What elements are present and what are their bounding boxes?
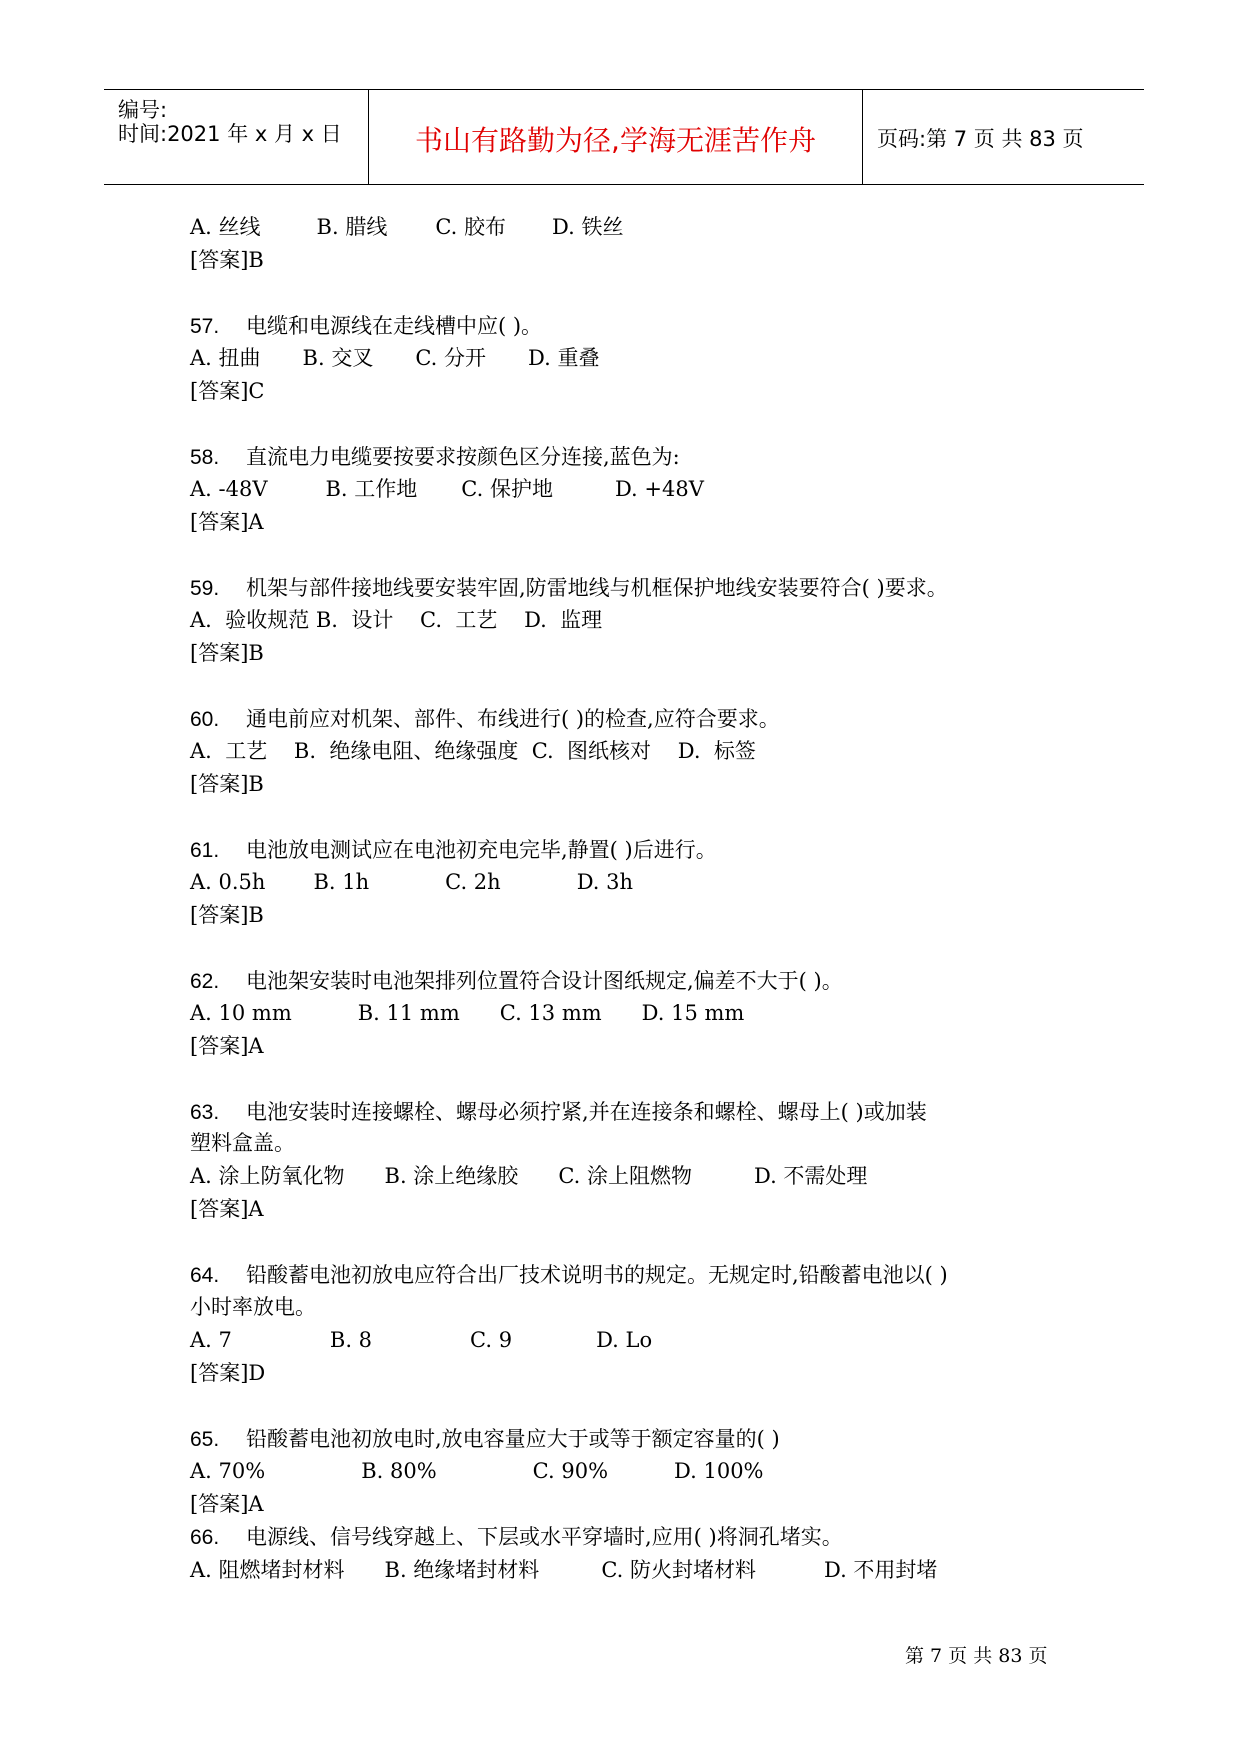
- option: B. 工作地: [325, 477, 418, 501]
- question-62: [190, 968, 843, 995]
- option: B. 交叉: [302, 346, 374, 370]
- question-text: 铅酸蓄电池初放电时,放电容量应大于或等于额定容量的( ): [246, 1427, 780, 1451]
- option: B. 8: [329, 1328, 373, 1352]
- page-header: [104, 89, 1144, 185]
- question-text: 电源线、信号线穿越上、下层或水平穿墙时,应用( )将洞孔堵实。: [246, 1525, 843, 1549]
- question-text-continued: 塑料盒盖。: [190, 1131, 295, 1155]
- question-59: [190, 575, 948, 602]
- doc-number-label: 编号:: [118, 98, 168, 122]
- option: C. 胶布: [435, 215, 506, 239]
- option: A. 10 mm: [190, 1001, 292, 1025]
- header-left-cell: [104, 90, 369, 184]
- answer-line: [答案]B: [190, 248, 264, 272]
- question-text: 铅酸蓄电池初放电应符合出厂技术说明书的规定。无规定时,铅酸蓄电池以( ): [246, 1263, 948, 1287]
- option-row: [190, 1557, 965, 1583]
- option: C. 保护地: [461, 477, 553, 501]
- option-row: [190, 345, 627, 371]
- question-number: 59.: [190, 577, 220, 600]
- option: B. 腊线: [316, 215, 388, 239]
- option: A. 扭曲: [190, 346, 261, 370]
- answer-line: [答案]A: [190, 1197, 264, 1221]
- option: D. 3h: [576, 870, 634, 894]
- question-number: 65.: [190, 1428, 220, 1451]
- option-row: [190, 214, 651, 240]
- option: C. 90%: [532, 1459, 609, 1483]
- option: D. Lo: [596, 1328, 653, 1352]
- option: B. 涂上绝缘胶: [384, 1164, 519, 1188]
- option: D. 重叠: [528, 346, 600, 370]
- option: A. 0.5h: [190, 870, 266, 894]
- option: A. 70%: [190, 1459, 266, 1483]
- option-row: [190, 1327, 680, 1353]
- option: B. 1h: [313, 870, 370, 894]
- option: C. 分开: [415, 346, 486, 370]
- option: C. 9: [470, 1328, 513, 1352]
- question-text: 电池安装时连接螺栓、螺母必须拧紧,并在连接条和螺栓、螺母上( )或加装: [246, 1100, 927, 1124]
- option-row: [190, 869, 661, 895]
- question-text: 机架与部件接地线要安装牢固,防雷地线与机框保护地线安装要符合( )要求。: [246, 576, 948, 600]
- question-number: 57.: [190, 315, 220, 338]
- question-text: 电池放电测试应在电池初充电完毕,静置( )后进行。: [246, 838, 717, 862]
- option: D. 不用封堵: [823, 1558, 938, 1582]
- option: A. -48V: [190, 477, 268, 501]
- answer-line: [答案]D: [190, 1361, 266, 1385]
- question-text: 电池架安装时电池架排列位置符合设计图纸规定,偏差不大于( )。: [246, 969, 843, 993]
- question-58: [190, 444, 680, 471]
- option: C. 涂上阻燃物: [558, 1164, 692, 1188]
- option: C. 13 mm: [499, 1001, 602, 1025]
- option: A. 涂上防氧化物: [190, 1164, 345, 1188]
- question-65: [190, 1426, 780, 1453]
- option: B. 80%: [361, 1459, 437, 1483]
- option-row: [190, 476, 732, 502]
- header-right-cell: [863, 90, 1144, 184]
- question-64: [190, 1262, 948, 1289]
- answer-line: [答案]A: [190, 510, 264, 534]
- option: A. 阻燃堵封材料: [190, 1558, 345, 1582]
- header-motto: 书山有路勤为径,学海无涯苦作舟: [415, 124, 816, 157]
- question-number: 62.: [190, 970, 220, 993]
- question-text-continued: 小时率放电。: [190, 1295, 316, 1319]
- question-number: 58.: [190, 446, 220, 469]
- answer-line: [答案]B: [190, 903, 264, 927]
- option: D. +48V: [614, 477, 704, 501]
- header-page-code: 页码:第 7 页 共 83 页: [877, 127, 1084, 151]
- question-number: 66.: [190, 1526, 220, 1549]
- question-66: [190, 1524, 843, 1551]
- header-middle-cell: [369, 90, 863, 184]
- doc-time-label: 时间:2021 年 x 月 x 日: [118, 122, 342, 146]
- answer-line: [答案]B: [190, 641, 264, 665]
- question-text: 通电前应对机架、部件、布线进行( )的检查,应符合要求。: [246, 707, 780, 731]
- option-row: A. 工艺 B. 绝缘电阻、绝缘强度 C. 图纸核对 D. 标签: [190, 739, 756, 763]
- answer-line: [答案]C: [190, 379, 265, 403]
- question-61: [190, 837, 717, 864]
- question-text: 电缆和电源线在走线槽中应( )。: [246, 314, 543, 338]
- option: C. 2h: [445, 870, 501, 894]
- option: C. 防火封堵材料: [601, 1558, 756, 1582]
- option: D. 100%: [674, 1459, 764, 1483]
- page-footer: 第 7 页 共 83 页: [905, 1645, 1048, 1667]
- answer-line: [答案]A: [190, 1034, 264, 1058]
- option-row: [190, 1458, 792, 1484]
- option: D. 铁丝: [552, 215, 624, 239]
- question-number: 63.: [190, 1101, 220, 1124]
- answer-line: [答案]B: [190, 772, 264, 796]
- option: D. 15 mm: [641, 1001, 745, 1025]
- option-row: [190, 1000, 772, 1026]
- question-text: 直流电力电缆要按要求按颜色区分连接,蓝色为:: [246, 445, 680, 469]
- question-63: [190, 1099, 927, 1126]
- option: B. 11 mm: [357, 1001, 460, 1025]
- option: B. 绝缘堵封材料: [384, 1558, 540, 1582]
- question-number: 60.: [190, 708, 220, 731]
- question-60: [190, 706, 780, 733]
- option: A. 7: [190, 1328, 232, 1352]
- option: D. 不需处理: [753, 1164, 868, 1188]
- option-row: A. 验收规范 B. 设计 C. 工艺 D. 监理: [190, 608, 603, 632]
- question-57: [190, 313, 542, 340]
- question-number: 61.: [190, 839, 220, 862]
- answer-line: [答案]A: [190, 1492, 264, 1516]
- option-row: [190, 1163, 895, 1189]
- option: A. 丝线: [190, 215, 261, 239]
- question-number: 64.: [190, 1264, 220, 1287]
